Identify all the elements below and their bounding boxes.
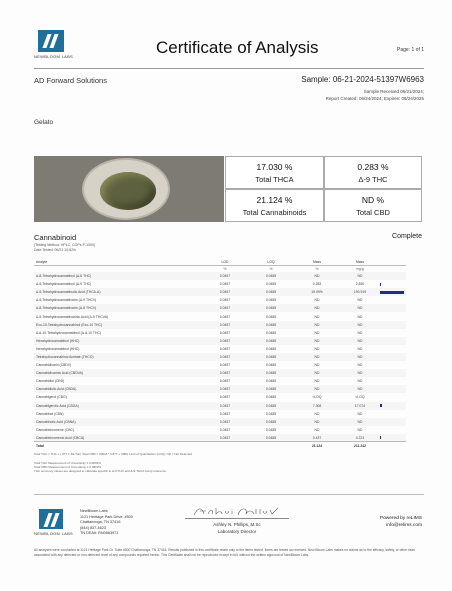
value-cell: 0.0457 <box>202 321 248 329</box>
testing-method: (Testing Method: HPLC, COPs-P-1000) <box>34 243 96 247</box>
column-header: Analyte <box>34 259 202 265</box>
value-cell: ND <box>357 314 363 319</box>
table-row <box>34 377 406 385</box>
table-row <box>34 337 406 345</box>
value-cell: ND <box>340 304 380 312</box>
header-divider <box>34 68 424 69</box>
value-cell: 211.242 <box>340 442 380 450</box>
signer-block <box>185 521 289 535</box>
value-cell: 0.0457 <box>219 330 231 335</box>
value-cell: ND <box>340 272 380 280</box>
table-row <box>34 361 406 369</box>
analyte-name: Cannabigerolic Acid (CBGA) <box>34 402 202 410</box>
analyte-name: Cannabidiol (CBD) <box>36 379 65 384</box>
value-cell: 0.0457 <box>219 411 231 416</box>
value-cell: 21.124 <box>294 442 340 450</box>
value-cell: ND <box>357 411 363 416</box>
value-cell: 0.0457 <box>219 379 231 384</box>
unit-cell: mg/g <box>356 266 364 271</box>
value-cell: 0.0485 <box>248 418 294 426</box>
address-line: Chattanooga, TN 37416 <box>80 520 121 525</box>
value-cell: ND <box>340 353 380 361</box>
value-cell: ND <box>357 330 363 335</box>
lab-logo <box>34 30 74 60</box>
table-row <box>34 329 406 337</box>
table-row <box>34 393 406 401</box>
value-cell: ND <box>357 379 363 384</box>
value-cell: ND <box>294 321 340 329</box>
analyte-name: Cannabichromenic Acid (CBCA) <box>34 434 202 442</box>
value-cell: 190.919 <box>340 288 380 296</box>
value-cell: 0.0457 <box>219 395 231 400</box>
unit-cell: % <box>315 266 319 271</box>
table-row <box>34 418 406 426</box>
value-cell: <LOQ <box>312 395 322 400</box>
signer-title: Laboratory Director <box>217 529 257 534</box>
summary-value: 21.124 % <box>256 195 293 205</box>
analyte-name: Hexahydrocannabinol (HHC) <box>34 337 202 345</box>
value-cell: 0.0457 <box>202 337 248 345</box>
table-row <box>34 410 406 418</box>
bar-cell <box>380 393 406 401</box>
value-cell: ND <box>314 379 320 384</box>
newbloom-logo-icon <box>39 509 63 529</box>
sample-photo <box>34 156 224 222</box>
value-cell: ND <box>357 363 363 368</box>
table-row <box>34 280 406 288</box>
bar-cell <box>380 353 406 361</box>
value-cell: 0.0457 <box>219 298 231 303</box>
value-cell: ND <box>314 427 320 432</box>
table-row <box>34 385 406 393</box>
bar-cell <box>380 385 406 393</box>
bar-cell <box>380 361 406 369</box>
value-cell: ND <box>294 337 340 345</box>
bar-cell <box>380 345 406 353</box>
bar-cell <box>380 312 406 320</box>
value-cell: ND <box>340 385 380 393</box>
summary-total-cbd <box>324 189 422 222</box>
analyte-name: Δ-9-Tetrahydrocannabinol (Δ-9 THC) <box>36 282 92 287</box>
bar-cell <box>380 304 406 312</box>
value-cell: ND <box>357 427 363 432</box>
summary-delta9-thc <box>324 156 422 189</box>
value-cell: ND <box>340 321 380 329</box>
value-cell: 0.0457 <box>202 402 248 410</box>
table-row <box>34 353 406 361</box>
value-cell: 0.0485 <box>265 282 277 287</box>
cannabinoid-table-body <box>34 259 406 450</box>
value-cell: 0.0457 <box>219 346 231 351</box>
value-cell: ND <box>294 304 340 312</box>
value-cell: 0.0485 <box>248 304 294 312</box>
value-cell: 0.0485 <box>265 411 277 416</box>
address-line: NewBloom Labs <box>80 509 108 513</box>
logo-wordmark: NEWBLOOM LABS <box>34 54 74 59</box>
value-cell: 0.0485 <box>265 298 277 303</box>
summary-total-cannabinoids <box>225 189 324 222</box>
signer-name: Ashley N. Phillips, M.Sc <box>213 522 261 527</box>
value-cell: 0.0457 <box>202 434 248 442</box>
value-cell: ND <box>294 385 340 393</box>
section-status: Complete <box>392 233 422 240</box>
footer-logo <box>34 509 74 539</box>
value-cell: ND <box>314 298 320 303</box>
value-cell: 0.0457 <box>219 427 231 432</box>
value-cell <box>202 442 248 450</box>
summary-value: 0.283 % <box>357 162 389 172</box>
newbloom-logo-icon <box>38 30 64 52</box>
table-row <box>34 304 406 312</box>
value-cell: ND <box>340 369 380 377</box>
bar-cell <box>380 369 406 377</box>
summary-value: ND % <box>361 195 385 205</box>
analyte-name: Cannabinol (CBN) <box>36 411 64 416</box>
value-cell: 0.0485 <box>248 385 294 393</box>
table-row <box>34 296 406 304</box>
analyte-name: Δ-9-Tetrahydrocannabinolic Acid (THCA-A) <box>34 288 202 296</box>
address-line: 1121 Heritage Park Drive, #500 <box>80 514 133 519</box>
value-cell: 0.0457 <box>219 282 231 287</box>
value-cell: 7.308 <box>294 402 340 410</box>
value-cell: 0.0485 <box>265 379 277 384</box>
value-cell: 0.0485 <box>265 330 277 335</box>
value-cell: 0.0457 <box>202 418 248 426</box>
concentration-bar <box>380 291 404 294</box>
handwritten-signature <box>192 505 284 517</box>
value-cell: 0.0485 <box>248 288 294 296</box>
bar-cell <box>380 377 406 385</box>
bar-cell <box>380 410 406 418</box>
analyte-name: Cannabidivarinic Acid (CBDVA) <box>34 369 202 377</box>
signature-line <box>185 518 289 519</box>
bar-cell <box>380 402 406 410</box>
value-cell: ND <box>314 314 320 319</box>
analyte-name: Cannabigerol (CBG) <box>36 395 67 400</box>
table-total-row <box>34 442 406 450</box>
unit-cell: % <box>223 266 227 271</box>
bar-cell <box>380 426 406 434</box>
bar-cell <box>380 321 406 329</box>
value-cell: 0.0485 <box>265 346 277 351</box>
bar-cell <box>380 337 406 345</box>
table-row <box>34 321 406 329</box>
value-cell: 0.0485 <box>265 427 277 432</box>
value-cell: ND <box>294 418 340 426</box>
footer-divider <box>34 494 424 495</box>
bar-cell <box>380 434 406 442</box>
bar-cell <box>380 272 406 280</box>
address-line: TN DEA#: RN0563971 <box>80 531 119 536</box>
table-row <box>34 369 406 377</box>
footer-wordmark: NEWBLOOM LABS <box>34 531 74 536</box>
value-cell: ND <box>314 363 320 368</box>
value-cell: 0.0485 <box>248 337 294 345</box>
column-header: Mass <box>340 259 380 265</box>
table-row <box>34 288 406 296</box>
concentration-bar <box>380 436 381 439</box>
cannabinoid-table <box>34 259 406 450</box>
summary-total-thca <box>225 156 324 189</box>
bar-cell <box>380 418 406 426</box>
summary-label: Δ-9 THC <box>358 175 388 184</box>
section-title: Cannabinoid <box>34 233 77 242</box>
table-row <box>34 345 406 353</box>
value-cell: 0.0457 <box>202 353 248 361</box>
value-cell: ND <box>340 418 380 426</box>
analyte-name: Δ-6-10-Tetrahydrocannabinol (Δ-6-10 THC) <box>36 330 102 335</box>
value-cell: ND <box>314 346 320 351</box>
table-row <box>34 312 406 320</box>
value-cell: 0.0457 <box>202 288 248 296</box>
value-cell: ND <box>294 369 340 377</box>
value-cell: ND <box>294 272 340 280</box>
analyte-name: Tetrahydrocannabinol Acetate (THCO) <box>34 353 202 361</box>
analyte-name: Δ-8-Tetrahydrocannabinol (Δ-8 THC) <box>34 272 202 280</box>
table-units-row <box>34 265 406 272</box>
lab-address <box>80 509 133 537</box>
analyte-name: Δ-9-Tetrahydrocannabivarinic Acid (Δ-9 THCVA) <box>36 314 109 319</box>
value-cell: 0.0485 <box>248 272 294 280</box>
bar-cell <box>380 288 406 296</box>
address-line: (844) 837-4623 <box>80 525 106 530</box>
unit-cell <box>34 265 202 272</box>
value-cell: 0.437 <box>294 434 340 442</box>
analyte-name: Exo-10-Tetrahydrocannabinol (Exo-10 THC) <box>34 321 202 329</box>
summary-label: Total CBD <box>356 208 390 217</box>
analyte-name: Δ-9-Tetrahydrocannabivarin (Δ-9 THCV) <box>36 298 97 303</box>
page-number: Page: 1 of 1 <box>397 47 424 53</box>
analyte-name: Δ-8-Tetrahydrocannabivarin (Δ-8 THCV) <box>34 304 202 312</box>
value-cell: 0.0457 <box>202 369 248 377</box>
document-title: Certificate of Analysis <box>156 38 319 57</box>
unit-bar-cell <box>380 265 406 272</box>
bar-cell <box>380 296 406 304</box>
column-header: LOD <box>202 259 248 265</box>
powered-by <box>380 515 422 529</box>
value-cell: 0.0485 <box>265 395 277 400</box>
summary-label: Total THCA <box>255 175 294 184</box>
analyte-name: Cannabidivarin (CBDV) <box>36 363 72 368</box>
concentration-bar <box>380 404 382 407</box>
bar-cell <box>380 280 406 288</box>
column-header: Mass <box>294 259 340 265</box>
analyte-name: Cannabidiolic Acid (CBDA) <box>34 385 202 393</box>
value-cell: ND <box>357 298 363 303</box>
table-row <box>34 402 406 410</box>
value-cell: 0.0457 <box>202 272 248 280</box>
summary-label: Total Cannabinoids <box>242 208 307 217</box>
contact-email[interactable]: info@relims.com <box>386 523 422 528</box>
value-cell: 0.0485 <box>248 434 294 442</box>
value-cell: ND <box>357 346 363 351</box>
value-cell: 19.09% <box>294 288 340 296</box>
value-cell <box>248 442 294 450</box>
value-cell: <LOQ <box>355 395 365 400</box>
value-cell: 0.0457 <box>202 385 248 393</box>
value-cell: ND <box>294 353 340 361</box>
value-cell: 0.0485 <box>248 321 294 329</box>
value-cell: ND <box>314 411 320 416</box>
flower-sample <box>100 172 156 210</box>
disclaimer: All analyses were conducted at 1121 Heritage Park Dr. Suite #500 Chattanooga, TN 37416. Results published in this certificate relate only to the items tested. Items are tested as received. New Bloom Labs makes no claims as to the efficacy, safety, or other risks associated with any detected or non-detected level of any compounds reported herein. This Certificate shall not be reproduced except in full, without the written approval of NewBloom Labs. <box>34 548 415 557</box>
date-tested: Date Tested: 06/21 10:52/h <box>34 248 76 252</box>
value-cell: ND <box>340 337 380 345</box>
sample-received: Sample Received 06/21/2024; <box>363 89 424 94</box>
report-dates: Report Created: 06/24/2024; Expires: 06/24/2025 <box>325 96 424 101</box>
bar-cell <box>380 442 406 450</box>
note-line: Total THC Measurement of Uncertainty ± 0.0802% <box>34 461 101 465</box>
value-cell: ND <box>314 330 320 335</box>
powered-by-text: Powered by reLIMS <box>379 516 422 521</box>
concentration-bar <box>380 283 381 286</box>
value-cell: 17.074 <box>340 402 380 410</box>
sample-id: Sample: 06-21-2024-51397W6963 <box>301 75 424 84</box>
client-name: AD Forward Solutions <box>34 76 107 85</box>
value-cell: 0.0457 <box>219 363 231 368</box>
value-cell: 0.0485 <box>248 402 294 410</box>
table-row <box>34 434 406 442</box>
column-header: LOQ <box>248 259 294 265</box>
analyte-name: Total <box>34 442 202 450</box>
analyte-name: Hexahydrocannabinol (HHC) <box>36 346 80 351</box>
value-cell: 2.830 <box>355 282 365 287</box>
note-line: Total CBD Measurement of Uncertainty ± 0.0802% <box>34 465 102 469</box>
value-cell: 0.0485 <box>265 363 277 368</box>
bar-cell <box>380 329 406 337</box>
product-name: Gelato <box>34 119 54 126</box>
summary-value: 17.030 % <box>256 162 293 172</box>
note-line: Total THC = THC + (.877 × Δ9-THC Total CBD = CBDA * 0.877 + CBD) Limit of Quantitation (LOQ); ND = Not Detected <box>34 452 192 456</box>
analyte-name: Cannabichromene (CBC) <box>36 427 75 432</box>
table-row <box>34 426 406 434</box>
note-line: THC summary values are designed to calculate specific to Δ-9-THC and Δ-9-THCA hemp reference. <box>34 469 167 473</box>
analyte-name: Cannabinolic Acid (CBNA) <box>34 418 202 426</box>
table-row <box>34 272 406 280</box>
header <box>34 30 424 64</box>
value-cell: 0.0457 <box>219 314 231 319</box>
value-cell: 0.0457 <box>202 304 248 312</box>
unit-cell: % <box>269 266 273 271</box>
value-cell: 4.374 <box>340 434 380 442</box>
value-cell: 0.0485 <box>265 314 277 319</box>
value-cell: 0.0485 <box>248 369 294 377</box>
value-cell: 0.283 <box>312 282 322 287</box>
value-cell: 0.0485 <box>248 353 294 361</box>
sample-dish <box>82 158 170 220</box>
